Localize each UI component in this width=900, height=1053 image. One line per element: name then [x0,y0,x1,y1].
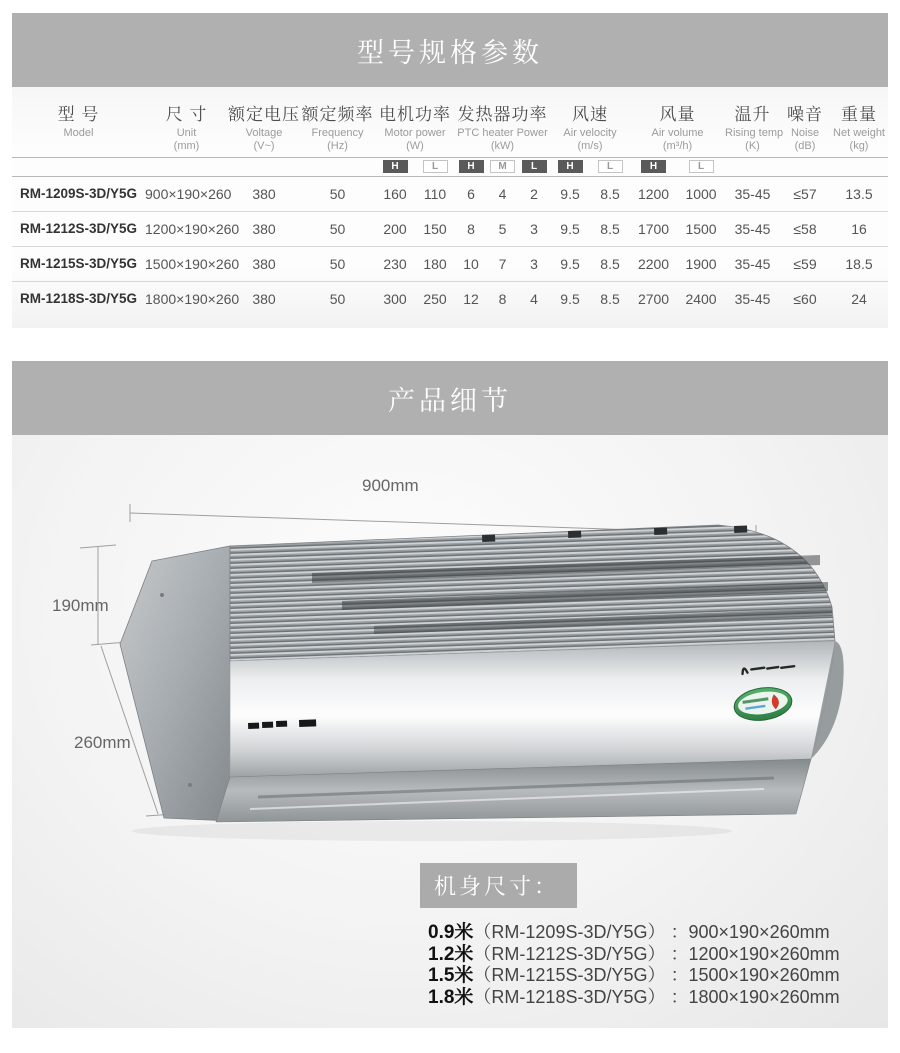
subheader-velocity-h: H [550,157,590,176]
product-details-section [12,435,888,1028]
table-subheader-row [12,157,888,176]
body-dimensions-list [428,922,888,1008]
subheader-volume-h: H [630,157,677,176]
table-row: RM-1215S-3D/Y5G 1500×190×260 380 50 230 180 10 7 3 9.5 8.5 2200 1900 35-45 ≤59 18.5 [12,246,888,281]
subheader-volume-l: L [677,157,725,176]
col-header-unit: 尺 寸 Unit (mm) [165,105,208,152]
specs-banner-title: 型号规格参数 [357,37,543,68]
air-curtain-body [120,525,844,822]
body-dimensions-title: 机身尺寸： [420,863,577,908]
col-header-model: 型 号 Model [57,105,100,139]
list-item: 0.9米（RM-1209S-3D/Y5G） ：900×190×260mm [428,922,830,943]
subheader-motor-h: H [375,157,415,176]
col-header-air-velocity: 风速 Air velocity (m/s) [563,105,617,152]
col-header-frequency: 额定频率 Frequency (Hz) [301,105,374,152]
dimension-line-height [80,545,127,645]
dimension-label-width: 900mm [362,476,419,495]
col-header-rising-temp: 温升 Rising temp (K) [725,105,784,152]
list-item: 1.8米（RM-1218S-3D/Y5G） ：1800×190×260mm [428,986,840,1008]
subheader-ptc-m: M [487,157,518,176]
specs-banner [12,13,888,87]
col-header-noise: 噪音 Noise (dB) [787,105,824,152]
details-banner [12,361,888,435]
specs-table [12,95,888,316]
table-row: RM-1209S-3D/Y5G 900×190×260 380 50 160 110 6 4 2 9.5 8.5 1200 1000 35-45 ≤57 13.5 [12,176,888,211]
col-header-ptc-power: 发热器功率 PTC heater Power (kW) [457,105,548,152]
subheader-motor-l: L [415,157,455,176]
table-header-row [12,95,888,157]
col-header-air-volume: 风量 Air volume (m³/h) [651,105,704,152]
specs-table-section [12,87,888,328]
subheader-velocity-l: L [590,157,630,176]
col-header-motor-power: 电机功率 Motor power (W) [379,105,451,152]
body-dimensions-block [12,863,888,1008]
table-row: RM-1212S-3D/Y5G 1200×190×260 380 50 200 150 8 5 3 9.5 8.5 1700 1500 35-45 ≤58 16 [12,211,888,246]
list-item: 1.5米（RM-1215S-3D/Y5G） ：1500×190×260mm [428,965,840,986]
subheader-ptc-h: H [455,157,487,176]
details-banner-title: 产品细节 [388,385,512,416]
product-visual [12,435,888,865]
list-item: 1.2米（RM-1212S-3D/Y5G） ：1200×190×260mm [428,943,840,965]
subheader-ptc-l: L [518,157,550,176]
product-image [12,435,888,865]
col-header-voltage: 额定电压 Voltage (V~) [228,105,300,152]
dimension-label-depth: 260mm [74,733,131,752]
col-header-net-weight: 重量 Net weight (kg) [833,105,885,152]
table-row: RM-1218S-3D/Y5G 1800×190×260 380 50 300 250 12 8 4 9.5 8.5 2700 2400 35-45 ≤60 24 [19,290,867,307]
dimension-label-height: 190mm [52,596,109,615]
